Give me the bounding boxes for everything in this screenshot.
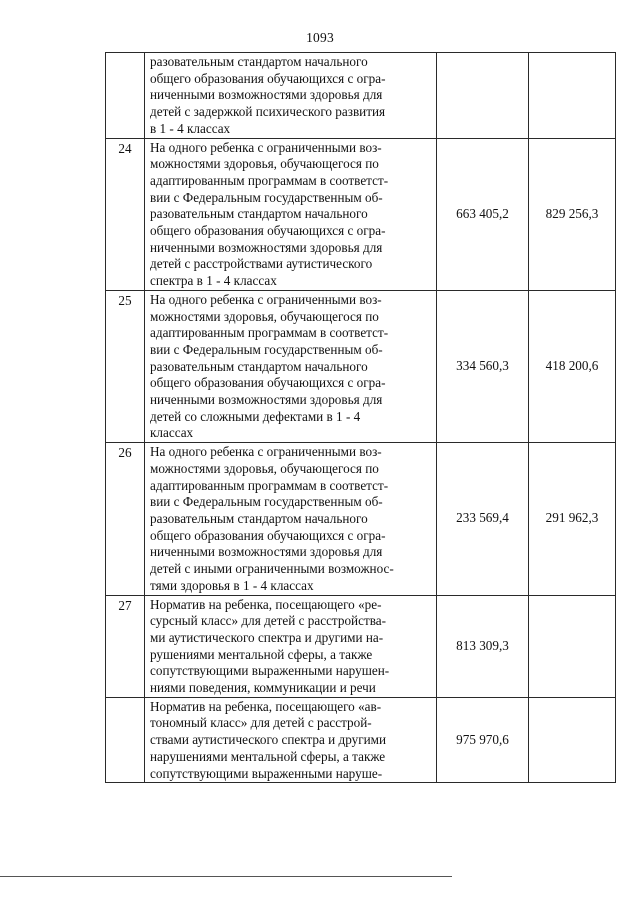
description-cell — [145, 595, 437, 697]
description-line: сопутствующими выраженными нарушен- — [150, 663, 390, 679]
description-cell — [145, 443, 437, 595]
description-line: классах — [150, 425, 194, 441]
description-line: нарушениями ментальной сферы, а также — [150, 748, 386, 764]
row-number-cell — [106, 697, 145, 783]
row-number-cell — [106, 53, 145, 139]
description-line: разовательным стандартом начального — [150, 510, 368, 526]
row-number-cell: 26 — [106, 443, 145, 595]
description-line: адаптированным программам в соответст- — [150, 325, 389, 341]
description-line: тономный класс» для детей с расстрой- — [150, 715, 372, 731]
description-line: ниченными возможностями здоровья для — [150, 87, 383, 103]
table-row — [106, 53, 616, 139]
description-line: сурсный класс» для детей с расстройства- — [150, 613, 387, 629]
description-cell — [145, 290, 437, 442]
description-cell — [145, 138, 437, 290]
description-line: ниями поведения, коммуникации и речи — [150, 680, 376, 696]
value-cell-2: 418 200,6 — [529, 290, 616, 442]
description-line: вии с Федеральным государственным об- — [150, 189, 383, 205]
value-cell-1: 663 405,2 — [437, 138, 529, 290]
row-number-cell: 25 — [106, 290, 145, 442]
row-number-cell: 27 — [106, 595, 145, 697]
description-line: ниченными возможностями здоровья для — [150, 544, 383, 560]
value-cell-1: 813 309,3 — [437, 595, 529, 697]
description-line: общего образования обучающихся с огра- — [150, 375, 386, 391]
table-row — [106, 138, 616, 290]
description-line: общего образования обучающихся с огра- — [150, 223, 386, 239]
value-cell-1: 233 569,4 — [437, 443, 529, 595]
normatives-table — [105, 52, 616, 783]
description-line: разовательным стандартом начального — [150, 54, 368, 69]
value-cell-1: 334 560,3 — [437, 290, 529, 442]
value-cell-2: 291 962,3 — [529, 443, 616, 595]
description-line: вии с Федеральным государственным об- — [150, 494, 383, 510]
description-line: сопутствующими выраженными наруше- — [150, 765, 383, 781]
description-line: На одного ребенка с ограниченными воз- — [150, 139, 382, 155]
description-line: детей с иными ограниченными возможнос- — [150, 561, 394, 577]
description-line: ми аутистического спектра и другими на- — [150, 629, 384, 645]
description-line: На одного ребенка с ограниченными воз- — [150, 444, 382, 460]
footer-rule — [0, 876, 452, 877]
description-line: На одного ребенка с ограниченными воз- — [150, 291, 382, 307]
description-line: ствами аутистического спектра и другими — [150, 732, 387, 748]
description-line: адаптированным программам в соответст- — [150, 477, 389, 493]
description-line: Норматив на ребенка, посещающего «ре- — [150, 596, 382, 612]
table-row — [106, 443, 616, 595]
page-number: 1093 — [306, 30, 334, 45]
description-line: можностями здоровья, обучающегося по — [150, 156, 379, 172]
description-line: разовательным стандартом начального — [150, 358, 368, 374]
description-line: спектра в 1 - 4 классах — [150, 273, 277, 289]
description-cell — [145, 697, 437, 783]
value-cell-2 — [529, 53, 616, 139]
description-line: можностями здоровья, обучающегося по — [150, 308, 379, 324]
description-line: вии с Федеральным государственным об- — [150, 341, 383, 357]
table-row — [106, 595, 616, 697]
description-cell — [145, 53, 437, 139]
description-line: детей с задержкой психического развития — [150, 104, 386, 120]
description-line: ниченными возможностями здоровья для — [150, 239, 383, 255]
value-cell-1 — [437, 53, 529, 139]
description-line: тями здоровья в 1 - 4 классах — [150, 577, 314, 593]
value-cell-1: 975 970,6 — [437, 697, 529, 783]
value-cell-2 — [529, 697, 616, 783]
description-line: детей с расстройствами аутистического — [150, 256, 373, 272]
description-line: общего образования обучающихся с огра- — [150, 527, 386, 543]
table-body — [106, 53, 616, 783]
description-line: адаптированным программам в соответст- — [150, 172, 389, 188]
description-line: разовательным стандартом начального — [150, 206, 368, 222]
description-line: детей со сложными дефектами в 1 - 4 — [150, 408, 361, 424]
table-row — [106, 697, 616, 783]
normatives-table-container — [105, 52, 616, 783]
description-line: Норматив на ребенка, посещающего «ав- — [150, 698, 382, 714]
value-cell-2 — [529, 595, 616, 697]
table-row — [106, 290, 616, 442]
description-line: можностями здоровья, обучающегося по — [150, 460, 379, 476]
description-line: общего образования обучающихся с огра- — [150, 70, 386, 86]
row-number-cell: 24 — [106, 138, 145, 290]
value-cell-2: 829 256,3 — [529, 138, 616, 290]
description-line: ниченными возможностями здоровья для — [150, 392, 383, 408]
description-line: рушениями ментальной сферы, а также — [150, 646, 373, 662]
description-line: в 1 - 4 классах — [150, 120, 231, 136]
